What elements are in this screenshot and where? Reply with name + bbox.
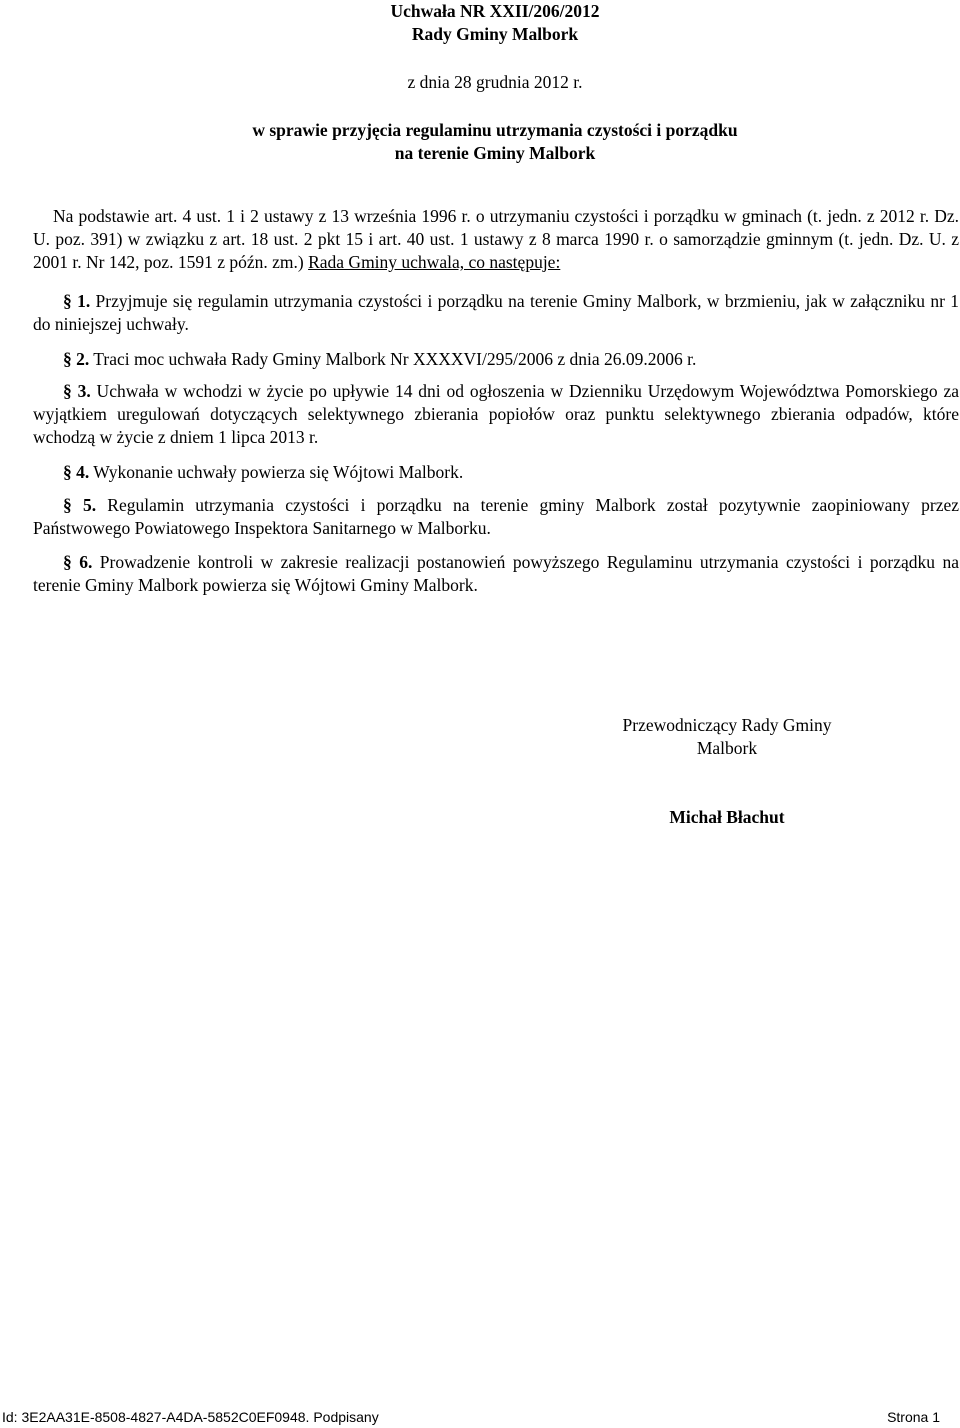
document-title — [0, 0, 960, 46]
section-number: § 2. — [63, 349, 90, 369]
preamble — [33, 205, 959, 274]
resolution-subject — [0, 119, 960, 165]
resolution-number: Uchwała NR XXII/206/2012 — [390, 1, 600, 21]
paragraph-3 — [33, 380, 959, 449]
paragraph-1 — [33, 290, 959, 336]
section-text: Regulamin utrzymania czystości i porządku na terenie gminy Malbork został pozytywnie zaopiniowany przez Państwowego Powiatowego Inspektora Sanitarnego w Malborku. — [33, 495, 960, 538]
signature-title-line-1: Przewodniczący Rady Gminy — [622, 715, 832, 735]
section-number: § 6. — [63, 552, 93, 572]
subject-line-2: na terenie Gminy Malbork — [394, 143, 596, 163]
section-number: § 1. — [63, 291, 91, 311]
section-text: Przyjmuje się regulamin utrzymania czystości i porządku na terenie Gminy Malbork, w brzmieniu, jak w załączniku nr 1 do niniejszej uchwały. — [33, 291, 959, 334]
section-text: Traci moc uchwała Rady Gminy Malbork Nr XXXXVI/295/2006 z dnia 26.09.2006 r. — [89, 349, 697, 369]
resolution-date: z dnia 28 grudnia 2012 r. — [407, 72, 583, 92]
signature-name: Michał Błachut — [669, 807, 785, 827]
signature-title — [603, 714, 851, 760]
preamble-enactment: Rada Gminy uchwala, co następuje: — [308, 252, 561, 272]
signature-title-line-2: Malbork — [696, 738, 758, 758]
paragraph-6 — [33, 551, 959, 597]
paragraph-5 — [33, 494, 959, 540]
page-number: Strona 1 — [887, 1409, 940, 1425]
section-number: § 5. — [63, 495, 97, 515]
paragraph-4 — [33, 461, 959, 484]
section-text: Uchwała w wchodzi w życie po upływie 14 dni od ogłoszenia w Dzienniku Urzędowym Województwa Pomorskiego za wyjątkiem uregulowań dotyczących selektywnego zbierania popiołów oraz punktu selektywnego zbierania odpadów, które wchodzą w życie z dniem 1 lipca 2013 r. — [33, 381, 959, 447]
council-name: Rady Gminy Malbork — [411, 24, 579, 44]
preamble-text: Na podstawie art. 4 ust. 1 i 2 ustawy z 13 września 1996 r. o utrzymaniu czystości i porządku w gminach (t. jedn. z 2012 r. Dz. U. poz. 391) w związku z art. 18 ust. 2 pkt 15 i art. 40 ust. 1 ustawy z 8 marca 1990 r. o samorządzie gminnym (t. jedn. Dz. U. z 2001 r. Nr 142, poz. 1591 z późn. zm.) — [33, 206, 959, 272]
document-page — [33, 0, 959, 1428]
section-number: § 4. — [63, 462, 90, 482]
document-id: Id: 3E2AA31E-8508-4827-A4DA-5852C0EF0948. Podpisany — [2, 1409, 379, 1425]
section-text: Wykonanie uchwały powierza się Wójtowi Malbork. — [89, 462, 464, 482]
paragraph-2 — [33, 348, 959, 371]
subject-line-1: w sprawie przyjęcia regulaminu utrzymania czystości i porządku — [252, 120, 738, 140]
section-text: Prowadzenie kontroli w zakresie realizacji postanowień powyższego Regulaminu utrzymania czystości i porządku na terenie Gminy Malbork powierza się Wójtowi Gminy Malbork. — [33, 552, 960, 595]
section-number: § 3. — [63, 381, 91, 401]
